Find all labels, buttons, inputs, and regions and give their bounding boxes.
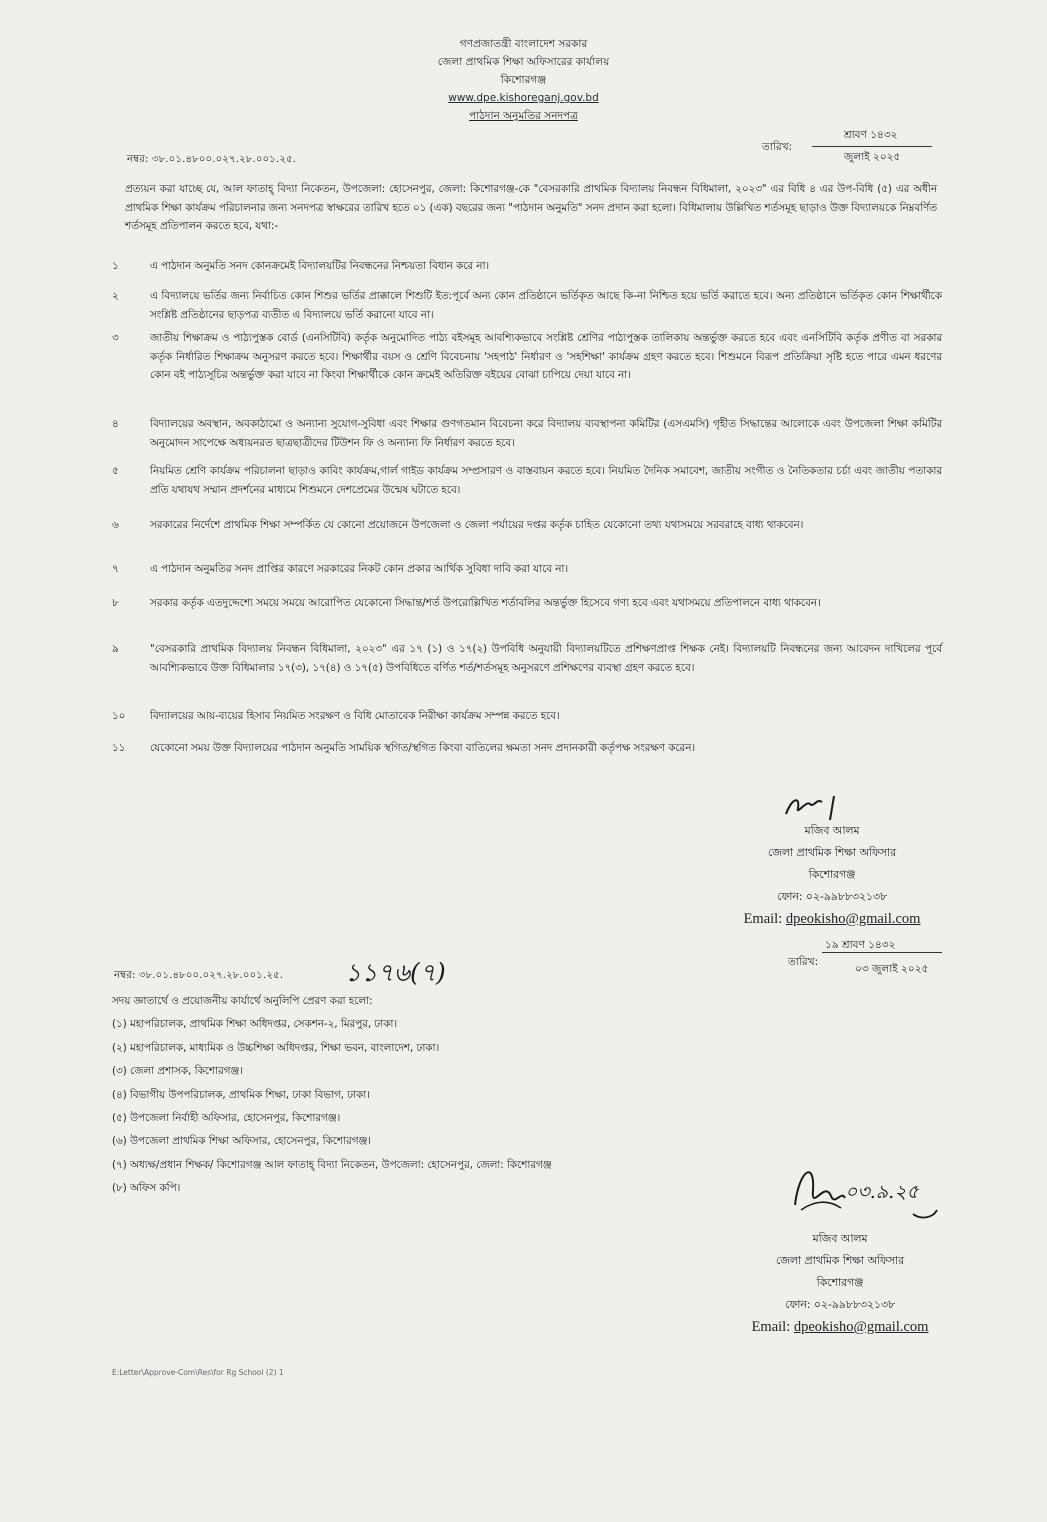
website-link[interactable]: www.dpe.kishoreganj.gov.bd — [448, 92, 599, 104]
item-text: এ পাঠদান অনুমতির সনদ প্রাপ্তির কারণে সরকারের নিকট কোন প্রকার আর্থিক সুবিধা দাবি করা যাবে না। — [150, 563, 569, 575]
signatory-designation: জেলা প্রাথমিক শিক্ষা অফিসার — [767, 846, 897, 859]
date-label: তারিখ: — [762, 141, 793, 153]
item-number: ৯ — [112, 643, 119, 655]
item-number: ১০ — [112, 710, 126, 722]
item-text: "বেসরকারি প্রাথমিক বিদ্যালয় নিবন্ধন বিধিমালা, ২০২৩" এর ১৭ (১) ও ১৭(২) উপবিধি অনুযায়ী বিদ্যালয়টিতে প্রশিক্ষণপ্রাপ্ত শিক্ষক নেই। বিদ্যালয়টি নিবন্ধনের জন্য আবেদন দাখিলের পূর্বে আবশ্যিকভাবে উক্ত বিধিমালার ১৭(৩), ১৭(৪) ও ১৭(৫) উপবিধিতে বর্ণিত শর্ত/শর্তসমূহ অনুসরণে প্রশিক্ষণের ব্যবস্থা গ্রহণ করতে হবে। — [150, 643, 942, 674]
item-number: ১১ — [112, 742, 126, 754]
list-item: (৪) বিভাগীয় উপপরিচালক, প্রাথমিক শিক্ষা, ঢাকা বিভাগ, ঢাকা। — [112, 1088, 370, 1101]
memo-number-2: নম্বর: ৩৮.০১.৪৮০০.০২৭.২৮.০০১.২৫. — [114, 970, 284, 981]
date-english-2: ০৩ জুলাই ২০২৫ — [855, 963, 929, 975]
memo-number: নম্বর: ৩৮.০১.৪৮০০.০২৭.২৮.০০১.২৫. — [127, 154, 297, 165]
signature-mark — [780, 790, 850, 824]
signatory-district: কিশোরগঞ্জ — [808, 868, 856, 881]
signatory-designation: জেলা প্রাথমিক শিক্ষা অফিসার — [775, 1254, 905, 1267]
item-number: ৪ — [112, 418, 119, 430]
signatory-phone: ফোন: ০২-৯৯৮৮৩২১৩৮ — [785, 1298, 895, 1311]
date-bangla: শ্রাবণ ১৪৩২ — [844, 129, 898, 141]
list-item: (১) মহাপরিচালক, প্রাথমিক শিক্ষা অধিদপ্তর, সেকশন-২, মিরপুর, ঢাকা। — [112, 1018, 398, 1031]
list-item: (৮) অফিস কপি। — [112, 1182, 181, 1195]
district-name: কিশোরগঞ্জ — [500, 74, 547, 86]
signatory-name: মজিব আলম — [804, 824, 860, 837]
cc-intro: সদয় জ্ঞাতার্থে ও প্রয়োজনীয় কার্যার্থে অনুলিপি প্রেরণ করা হলো: — [112, 995, 373, 1007]
item-text: এ বিদ্যালয়ে ভর্তির জন্য নির্বাচিত কোন শিশুর ভর্তির প্রাক্কালে শিশুটি ইত:পূর্বে অন্য কোন প্রতিষ্ঠানে ভর্তিকৃত আছে কি-না নিশ্চিত হয়ে ভর্তি করাতে হবে। অন্য প্রতিষ্ঠানে ভর্তিকৃত কোন শিক্ষার্থীকে সংশ্লিষ্ট প্রতিষ্ঠানের ছাড়পত্র ব্যতীত এ বিদ্যালয়ে ভর্তি করানো যাবে না। — [150, 290, 942, 321]
list-item: (৬) উপজেলা প্রাথমিক শিক্ষা অফিসার, হোসেনপুর, কিশোরগঞ্জ। — [112, 1135, 371, 1148]
cc-list — [112, 990, 552, 1201]
item-text: সরকার কর্তৃক এতদুদ্দেশ্যে সময়ে সময়ে আরোপিত যেকোনো সিদ্ধান্ত/শর্ত উপরোল্লিখিত শর্তাবলির অন্তর্ভুক্ত হিসেবে গণ্য হবে এবং যথাসময়ে প্রতিপালনে বাধ্য থাকবেন। — [150, 597, 821, 609]
signatory-phone: ফোন: ০২-৯৯৮৮৩২১৩৮ — [777, 890, 887, 903]
list-item: (৫) উপজেলা নির্বাহী অফিসার, হোসেনপুর, কিশোরগঞ্জ। — [112, 1112, 341, 1125]
file-footer: E:Letter\Approve-Com\Res\for Rg School (2) 1 — [112, 1368, 284, 1377]
email-link[interactable]: dpeokisho@gmail.com — [785, 911, 921, 927]
item-number: ৬ — [112, 519, 119, 531]
header-block — [0, 35, 1047, 125]
item-text: যেকোনো সময় উক্ত বিদ্যালয়ের পাঠদান অনুমতি সাময়িক স্থগিত/স্থগিত কিংবা বাতিলের ক্ষমতা সনদ প্রদানকারী কর্তৃপক্ষ সংরক্ষণ করেন। — [150, 742, 696, 754]
item-text: এ পাঠদান অনুমতি সনদ কোনক্রমেই বিদ্যালয়টির নিবন্ধনের নিশ্চয়তা বিধান করে না। — [150, 260, 490, 272]
item-number: ৩ — [112, 332, 119, 344]
item-text: জাতীয় শিক্ষাক্রম ও পাঠ্যপুস্তক বোর্ড (এনসিটিবি) কর্তৃক অনুমোদিত পাঠ্য বইসমূহ আবশ্যিকভাবে সংশ্লিষ্ট শ্রেণির পাঠ্যপুস্তক তালিকায় অন্তর্ভুক্ত করতে হবে এবং এনসিটিবি কর্তৃক প্রণীত বা সরকার কর্তৃক নির্ধারিত শিক্ষাক্রম অনুসরণ করতে হবে। শিক্ষার্থীর বয়স ও শ্রেণি বিবেচনায় 'সহপাঠ' নির্ধারণ ও 'সহশিক্ষা' কার্যক্রম গ্রহণ করতে হবে। শিশুমনে বিরূপ প্রতিক্রিয়া সৃষ্টি হতে পারে এমন ধরণের কোন বই পাঠ্যসূচির অন্তর্ভুক্ত করা যাবে না কিংবা শিক্ষার্থীকে কোন ক্রমেই অতিরিক্ত বইয়ের বোঝা চাপিয়ে দেয়া যাবে না। — [150, 332, 942, 381]
item-text: বিদ্যালয়ের অবস্থান, অবকাঠামো ও অন্যান্য সুযোগ-সুবিধা এবং শিক্ষার গুণগতমান বিবেচনা করে বিদ্যালয় ব্যবস্থাপনা কমিটির (এসএমসি) গৃহীত সিদ্ধান্তের আলোকে এবং উপজেলা শিক্ষা কমিটির অনুমোদন সাপেক্ষে অধ্যয়নরত ছাত্রছাত্রীদের টিউশন ফি ও অন্যান্য ফি নির্ধারণ করতে হবে। — [150, 418, 942, 449]
govt-name: গণপ্রজাতন্ত্রী বাংলাদেশ সরকার — [459, 38, 588, 50]
item-number: ২ — [112, 290, 119, 302]
list-item: (২) মহাপরিচালক, মাধ্যমিক ও উচ্চশিক্ষা অধিদপ্তর, শিক্ষা ভবন, বাংলাদেশ, ঢাকা। — [112, 1041, 440, 1054]
signatory-name: মজিব আলম — [812, 1232, 868, 1245]
date-block — [762, 128, 938, 168]
signatory-block-1 — [712, 820, 952, 930]
item-text: বিদ্যালয়ের আয়-ব্যয়ের হিসাব নিয়মিত সংরক্ষণ ও বিধি মোতাবেক নিরীক্ষা কার্যক্রম সম্পন্ন করতে হবে। — [150, 710, 560, 722]
item-number: ৫ — [112, 465, 119, 477]
signatory-district: কিশোরগঞ্জ — [816, 1276, 864, 1289]
item-number: ৭ — [112, 563, 119, 575]
item-number: ১ — [112, 260, 119, 272]
date-english: জুলাই ২০২৫ — [844, 151, 901, 163]
document-title: পাঠদান অনুমতির সনদপত্র — [469, 110, 578, 122]
list-item: (৩) জেলা প্রশাসক, কিশোরগঞ্জ। — [112, 1065, 243, 1078]
office-name: জেলা প্রাথমিক শিক্ষা অফিসারের কার্যালয় — [437, 56, 610, 68]
signatory-block-2 — [720, 1228, 960, 1338]
date-label-2: তারিখ: — [788, 956, 819, 968]
date-rule — [812, 146, 932, 147]
item-text: নিয়মিত শ্রেণি কার্যক্রম পরিচালনা ছাড়াও কাবিং কার্যক্রম,গার্ল গাইড কার্যক্রম সম্প্রসারণ ও বাস্তবায়ন করতে হবে। নিয়মিত দৈনিক সমাবেশ, জাতীয় সংগীত ও নৈতিকতার চর্চা এবং জাতীয় পতাকার প্রতি যথাযথ সম্মান প্রদর্শনের মাধ্যমে শিশুমনে দেশপ্রেমের উন্মেষ ঘটাতে হবে। — [150, 465, 942, 496]
item-number: ৮ — [112, 597, 119, 609]
handwritten-dispatch-number: ১১৭৬(৭) — [345, 958, 446, 987]
item-text: সরকারের নির্দেশে প্রাথমিক শিক্ষা সম্পর্কিত যে কোনো প্রয়োজনে উপজেলা ও জেলা পর্যায়ের দপ্তর কর্তৃক চাহিত যেকোনো তথ্য যথাসময়ে সরবরাহে বাধ্য থাকবেন। — [150, 519, 804, 531]
list-item: (৭) অধ্যক্ষ/প্রধান শিক্ষক/ কিশোরগঞ্জ আল ফাতাহ্ বিদ্যা নিকেতন, উপজেলা: হোসেনপুর, জেলা: কিশোরগঞ্জ — [112, 1158, 552, 1171]
email-link[interactable]: dpeokisho@gmail.com — [793, 1319, 929, 1335]
intro-paragraph: প্রত্যয়ন করা যাচ্ছে যে, আল ফাতাহ্ বিদ্যা নিকেতন, উপজেলা: হোসেনপুর, জেলা: কিশোরগঞ্জ-কে "বেসরকারি প্রাথমিক বিদ্যালয় নিবন্ধন বিধিমালা, ২০২৩" এর বিধি ৪ এর উপ-বিধি (৫) এর অধীন প্রাথমিক শিক্ষা কার্যক্রম পরিচালনার জন্য সনদপত্র স্বাক্ষরের তারিখ হতে ০১ (এক) বছরের জন্য "পাঠদান অনুমতি" সনদ প্রদান করা হলো। বিধিমালায় উল্লিখিত শর্তসমূহ ছাড়াও উক্ত বিদ্যালয়কে নিম্নবর্ণিত শর্তসমূহ প্রতিপালন করতে হবে, যথা:- — [125, 183, 937, 232]
signatory-email: Email: dpeokisho@gmail.com — [743, 911, 921, 927]
signature-date: ০৩.৯.২৫ — [845, 1181, 919, 1203]
signatory-email: Email: dpeokisho@gmail.com — [751, 1319, 929, 1335]
date-rule-2 — [822, 952, 942, 953]
date-bangla-2: ১৯ শ্রাবণ ১৪৩২ — [825, 939, 896, 951]
